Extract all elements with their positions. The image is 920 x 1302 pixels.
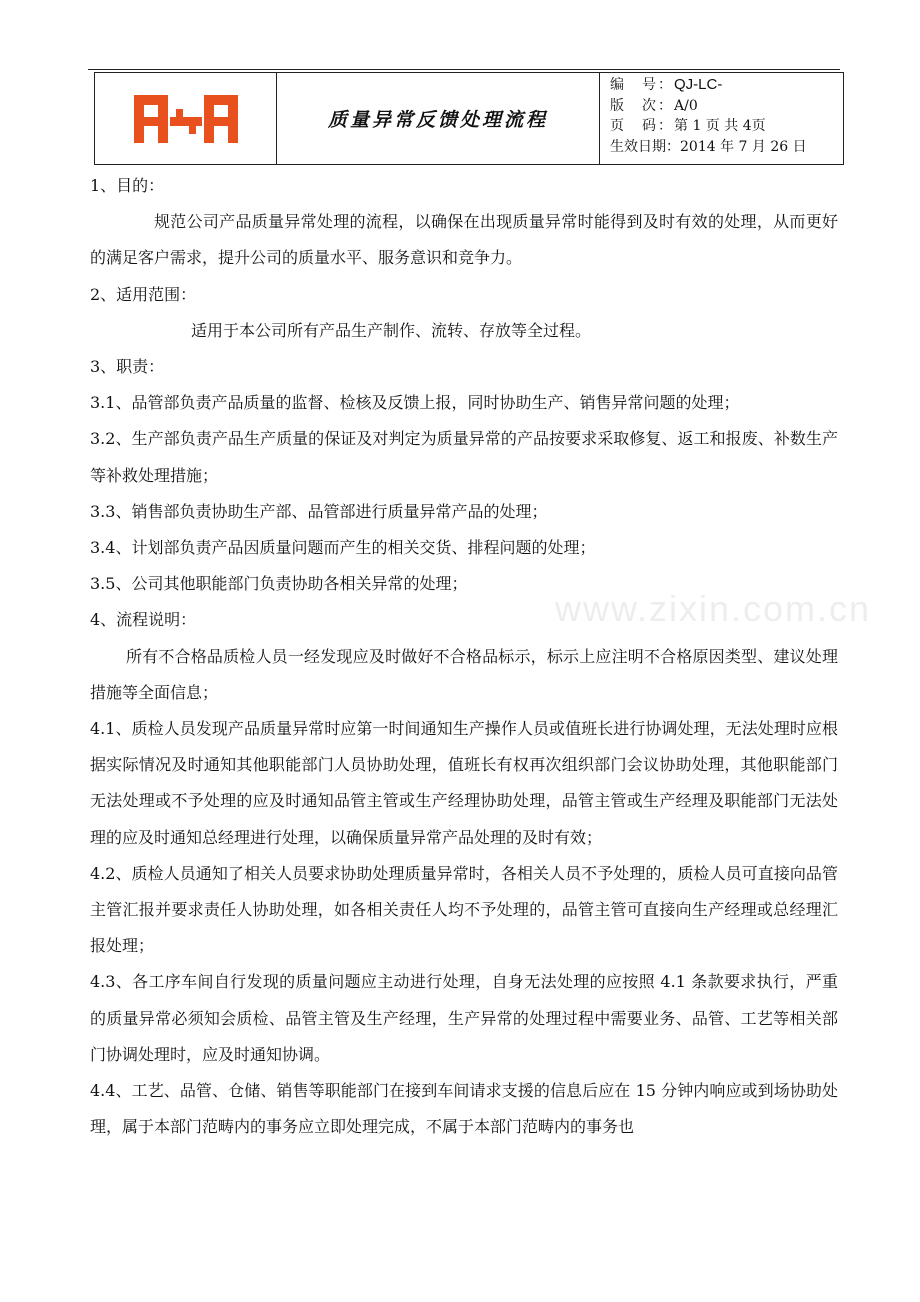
body-paragraph: 3.1、品管部负责产品质量的监督、检核及反馈上报，同时协助生产、销售异常问题的处理； xyxy=(90,393,740,413)
header-top-rule xyxy=(88,69,840,70)
document-header-table xyxy=(94,72,844,165)
body-paragraph: 规范公司产品质量异常处理的流程，以确保在出现质量异常时能得到及时有效的处理，从而更好的满足客户需求，提升公司的质量水平、服务意识和竞争力。 xyxy=(90,212,838,268)
meta-label: 页 码： xyxy=(610,118,672,134)
meta-label: 编 号： xyxy=(610,77,672,93)
body-paragraph: 3.2、生产部负责产品生产质量的保证及对判定为质量异常的产品按要求采取修复、返工和报废、补数生产等补救处理措施； xyxy=(90,429,838,485)
body-paragraph: 4.4、工艺、品管、仓储、销售等职能部门在接到车间请求支援的信息后应在 15 分钟内响应或到场协助处理，属于本部门范畴内的事务应立即处理完成，不属于本部门范畴内的事务也 xyxy=(90,1081,838,1137)
document-body xyxy=(90,168,838,1145)
logo-cell xyxy=(95,73,277,164)
meta-value-page: 第 1 页 共 4页 xyxy=(674,118,766,134)
body-paragraph: 1、目的： xyxy=(90,176,165,195)
company-logo xyxy=(134,95,238,143)
body-paragraph: 适用于本公司所有产品生产制作、流转、存放等全过程。 xyxy=(191,320,592,340)
meta-row-page xyxy=(610,116,843,137)
body-paragraph: 3.3、销售部负责协助生产部、品管部进行质量异常产品的处理； xyxy=(90,501,548,521)
body-paragraph: 所有不合格品质检人员一经发现应及时做好不合格品标示，标示上应注明不合格原因类型、建议处理措施等全面信息； xyxy=(90,646,838,702)
meta-value-number: QJ-LC- xyxy=(674,76,723,93)
body-paragraph: 4.1、质检人员发现产品质量异常时应第一时间通知生产操作人员或值班长进行协调处理，无法处理时应根据实际情况及时通知其他职能部门人员协助处理，值班长有权再次组织部门会议协助处理，其他职能部门无法处理或不予处理的应及时通知品管主管或生产经理协助处理，品管主管或生产经理及职能部门无法处理的应及时通知总经理进行处理，以确保质量异常产品处理的及时有效； xyxy=(90,719,838,847)
document-title: 质量异常反馈处理流程 xyxy=(327,109,548,131)
body-paragraph: 3.5、公司其他职能部门负责协助各相关异常的处理； xyxy=(90,574,468,594)
meta-row-version xyxy=(610,96,843,117)
meta-value-version: A/0 xyxy=(674,97,698,114)
meta-label: 生效日期： xyxy=(610,138,680,155)
watermark: www.zixin.com.cn xyxy=(555,588,872,629)
body-paragraph: 2、适用范围： xyxy=(90,284,197,304)
body-paragraph: 4.3、各工序车间自行发现的质量问题应主动进行处理，自身无法处理的应按照 4.1 条款要求执行，严重的质量异常必须知会质检、品管主管及生产经理，生产异常的处理过程中需要业务、品管、工艺等相关部门协调处理时，应及时通知协调。 xyxy=(90,972,838,1064)
body-paragraph: 4.2、质检人员通知了相关人员要求协助处理质量异常时，各相关人员不予处理的，质检人员可直接向品管主管汇报并要求责任人协助处理，如各相关责任人均不予处理的，品管主管可直接向生产经理或总经理汇报处理； xyxy=(90,863,838,956)
meta-cell xyxy=(600,73,843,164)
meta-label: 版 次： xyxy=(610,97,672,114)
meta-row-number xyxy=(610,75,843,96)
body-paragraph: 3、职责： xyxy=(90,357,165,377)
meta-value-effective-date: 2014 年 7 月 26 日 xyxy=(680,138,807,155)
meta-row-effective-date xyxy=(610,137,843,158)
body-paragraph: 4、流程说明： xyxy=(90,610,197,630)
title-cell xyxy=(277,73,600,164)
body-paragraph: 3.4、计划部负责产品因质量问题而产生的相关交货、排程问题的处理； xyxy=(90,538,596,558)
